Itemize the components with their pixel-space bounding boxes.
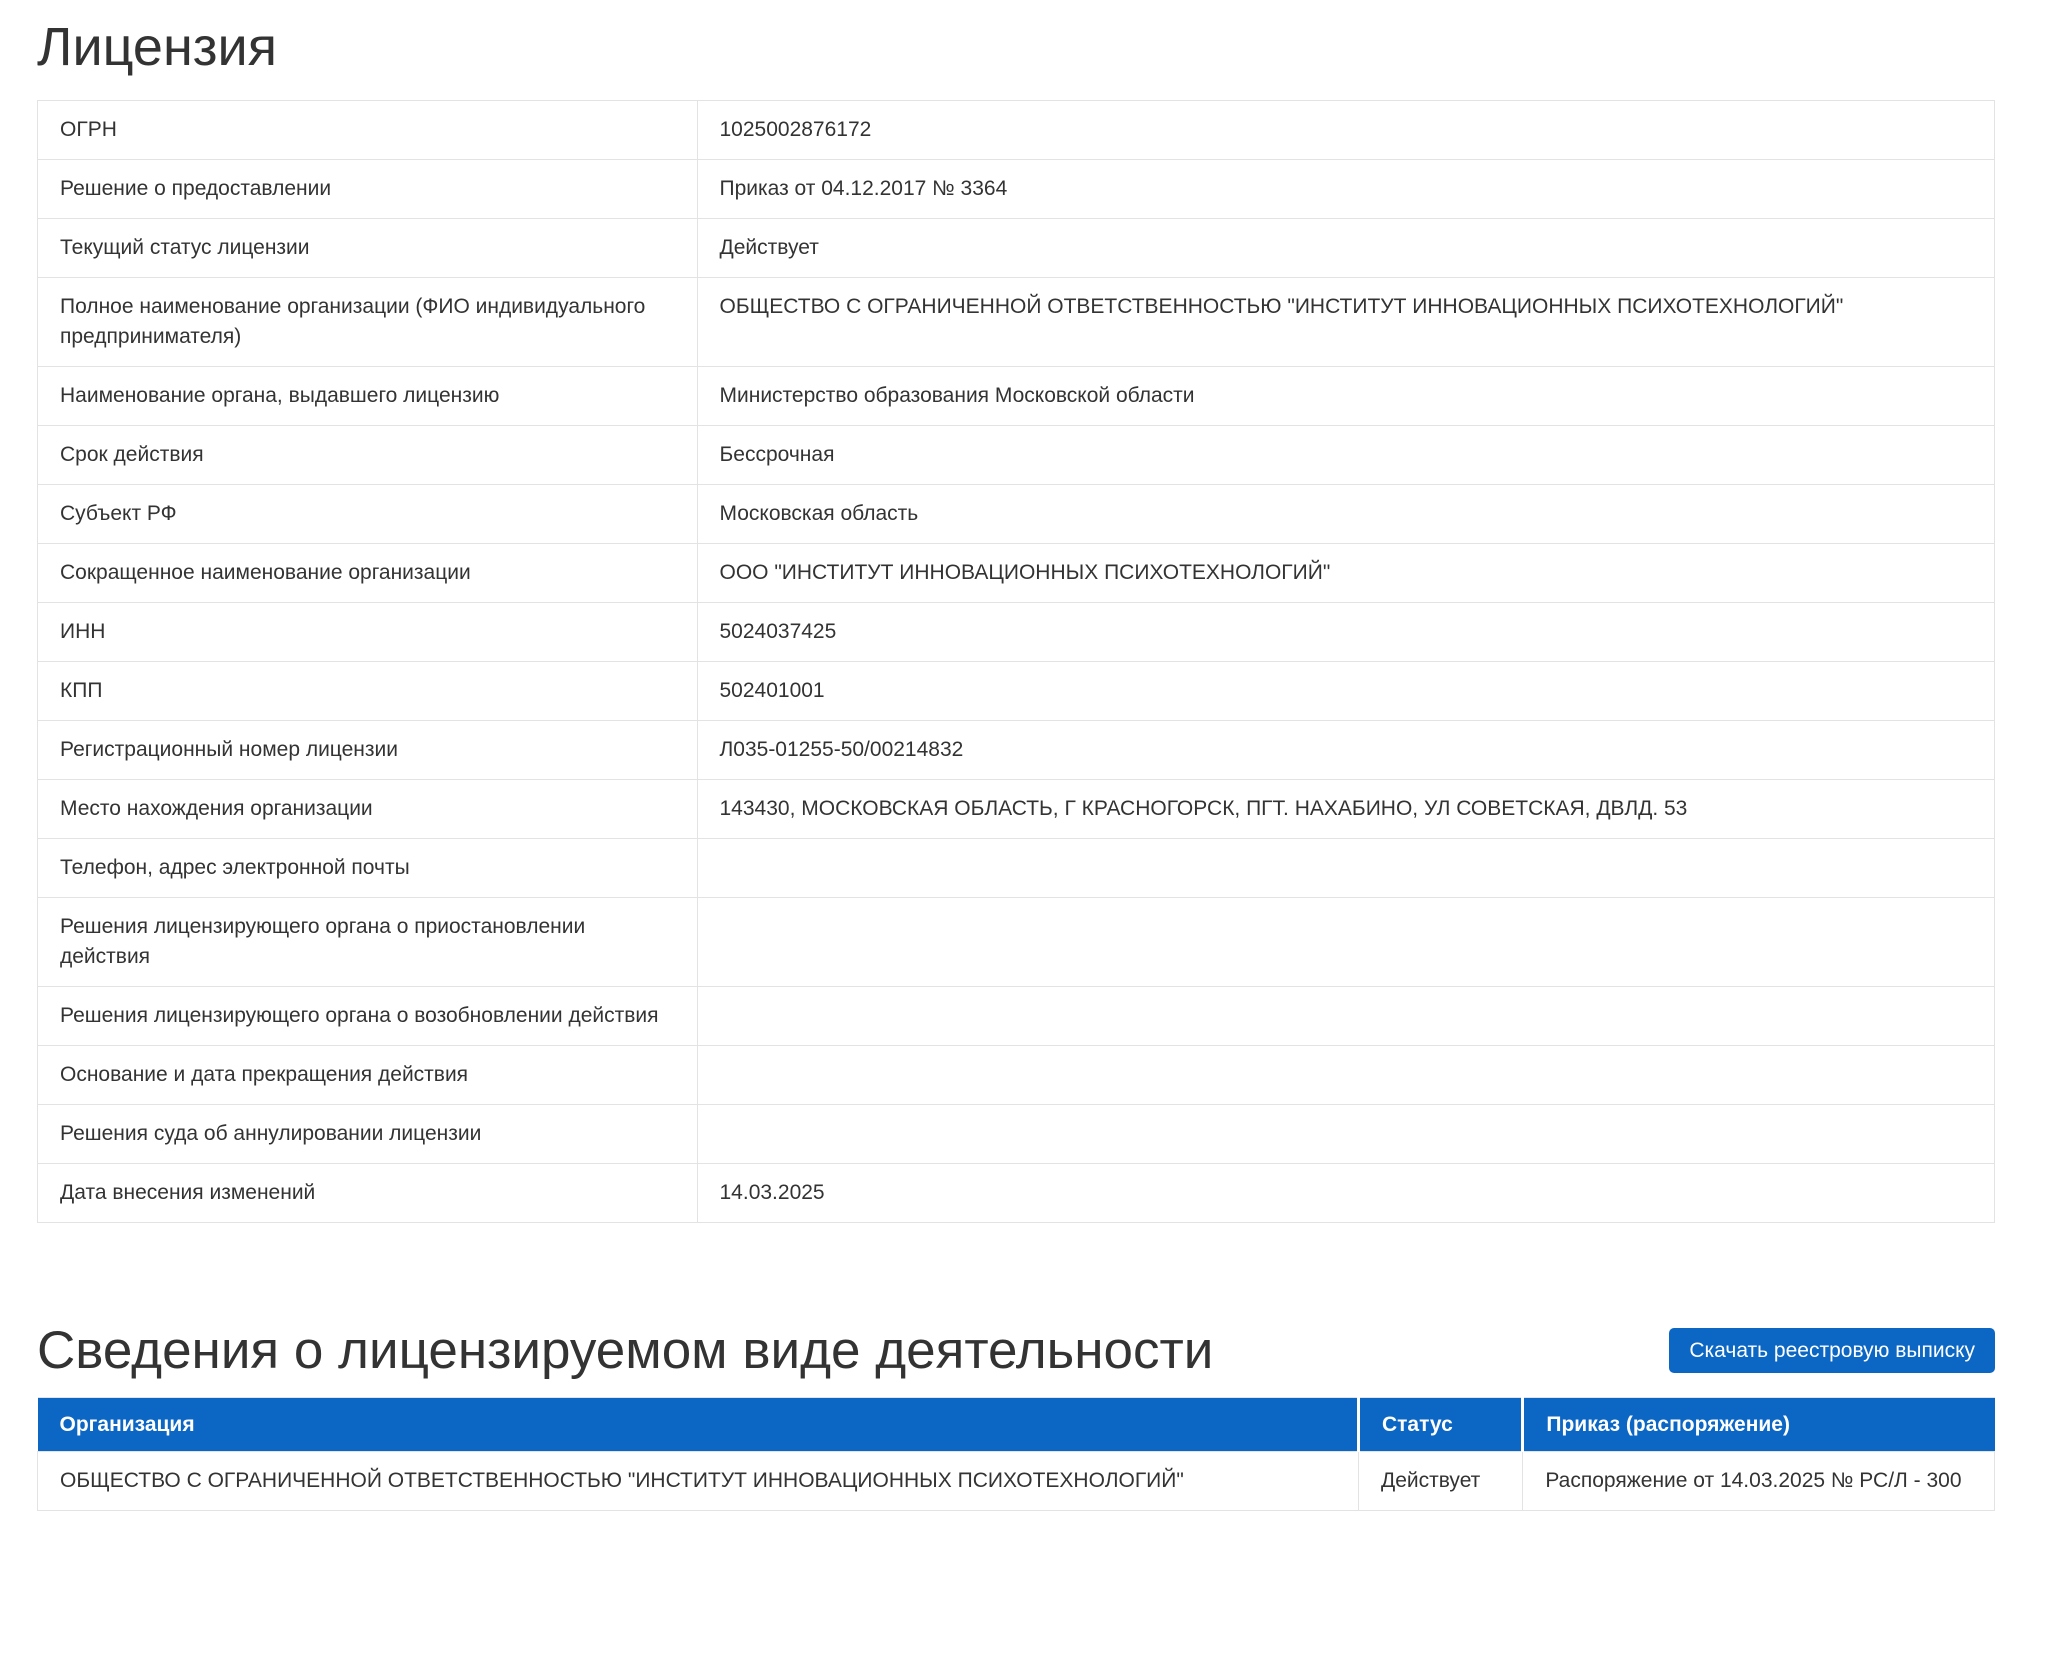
column-header-status: Статус — [1358, 1397, 1522, 1451]
license-field-value: 143430, МОСКОВСКАЯ ОБЛАСТЬ, Г КРАСНОГОРСК, ПГТ. НАХАБИНО, УЛ СОВЕТСКАЯ, ДВЛД. 53 — [697, 779, 1995, 838]
license-table-row — [38, 543, 1995, 602]
license-table-row — [38, 100, 1995, 159]
license-table-row — [38, 366, 1995, 425]
license-field-label: Решения суда об аннулировании лицензии — [38, 1104, 698, 1163]
license-field-value: Действует — [697, 218, 1995, 277]
license-table-row — [38, 218, 1995, 277]
license-field-label: Регистрационный номер лицензии — [38, 720, 698, 779]
license-table-row — [38, 779, 1995, 838]
license-field-label: Дата внесения изменений — [38, 1163, 698, 1222]
activity-table-body — [38, 1451, 1995, 1510]
column-header-order: Приказ (распоряжение) — [1523, 1397, 1995, 1451]
license-field-value — [697, 1045, 1995, 1104]
license-page — [37, 0, 1995, 1511]
license-field-value: Бессрочная — [697, 425, 1995, 484]
license-field-value: 5024037425 — [697, 602, 1995, 661]
license-field-label: Решения лицензирующего органа о возобновлении действия — [38, 986, 698, 1045]
license-table-row — [38, 277, 1995, 366]
activity-status-cell: Действует — [1358, 1451, 1522, 1510]
license-field-value — [697, 1104, 1995, 1163]
license-table-row — [38, 986, 1995, 1045]
license-field-label: Субъект РФ — [38, 484, 698, 543]
license-field-value — [697, 838, 1995, 897]
page-title: Лицензия — [37, 17, 277, 77]
license-table-row — [38, 838, 1995, 897]
license-field-label: Сокращенное наименование организации — [38, 543, 698, 602]
activity-table — [37, 1397, 1995, 1511]
license-field-value: ООО "ИНСТИТУТ ИННОВАЦИОННЫХ ПСИХОТЕХНОЛОГИЙ" — [697, 543, 1995, 602]
license-field-value: 14.03.2025 — [697, 1163, 1995, 1222]
activity-order-cell: Распоряжение от 14.03.2025 № РС/Л - 300 — [1523, 1451, 1995, 1510]
license-field-label: Наименование органа, выдавшего лицензию — [38, 366, 698, 425]
license-details-table — [37, 100, 1995, 1223]
license-table-row — [38, 159, 1995, 218]
activity-table-head — [38, 1397, 1995, 1451]
activity-section-title: Сведения о лицензируемом виде деятельности — [37, 1320, 1214, 1380]
license-field-label: Решения лицензирующего органа о приостановлении действия — [38, 897, 698, 986]
license-table-row — [38, 602, 1995, 661]
activity-table-header-row — [38, 1397, 1995, 1451]
license-field-label: Срок действия — [38, 425, 698, 484]
activity-table-row — [38, 1451, 1995, 1510]
license-field-label: Место нахождения организации — [38, 779, 698, 838]
license-field-value: 1025002876172 — [697, 100, 1995, 159]
license-table-row — [38, 1163, 1995, 1222]
license-field-value — [697, 897, 1995, 986]
column-header-organization: Организация — [38, 1397, 1359, 1451]
license-table-row — [38, 661, 1995, 720]
license-table-row — [38, 1045, 1995, 1104]
license-table-row — [38, 425, 1995, 484]
activity-section-header — [37, 1318, 1995, 1384]
license-field-label: Телефон, адрес электронной почты — [38, 838, 698, 897]
activity-organization-cell: ОБЩЕСТВО С ОГРАНИЧЕННОЙ ОТВЕТСТВЕННОСТЬЮ "ИНСТИТУТ ИННОВАЦИОННЫХ ПСИХОТЕХНОЛОГИЙ" — [38, 1451, 1359, 1510]
license-field-value: ОБЩЕСТВО С ОГРАНИЧЕННОЙ ОТВЕТСТВЕННОСТЬЮ "ИНСТИТУТ ИННОВАЦИОННЫХ ПСИХОТЕХНОЛОГИЙ" — [697, 277, 1995, 366]
license-field-label: ОГРН — [38, 100, 698, 159]
license-field-value: Министерство образования Московской области — [697, 366, 1995, 425]
license-details-table-body — [38, 100, 1995, 1222]
license-field-value: Московская область — [697, 484, 1995, 543]
download-registry-extract-button[interactable]: Скачать реестровую выписку — [1669, 1328, 1995, 1373]
license-field-value — [697, 986, 1995, 1045]
license-field-value: 502401001 — [697, 661, 1995, 720]
license-table-row — [38, 720, 1995, 779]
license-table-row — [38, 1104, 1995, 1163]
license-field-label: Основание и дата прекращения действия — [38, 1045, 698, 1104]
license-field-label: ИНН — [38, 602, 698, 661]
license-field-label: Полное наименование организации (ФИО индивидуального предпринимателя) — [38, 277, 698, 366]
license-field-label: Текущий статус лицензии — [38, 218, 698, 277]
license-field-label: КПП — [38, 661, 698, 720]
license-table-row — [38, 897, 1995, 986]
license-field-label: Решение о предоставлении — [38, 159, 698, 218]
license-field-value: Л035-01255-50/00214832 — [697, 720, 1995, 779]
license-field-value: Приказ от 04.12.2017 № 3364 — [697, 159, 1995, 218]
license-table-row — [38, 484, 1995, 543]
